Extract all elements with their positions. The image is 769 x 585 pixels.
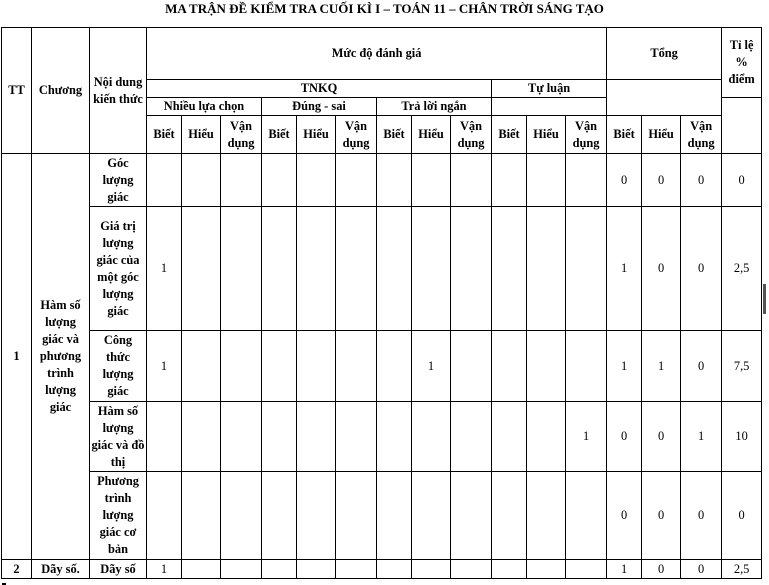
total-cell: 0 [642,207,681,331]
matrix-cell [221,154,262,207]
header-ti-le-spacer [722,98,762,154]
percent-cell: 2,5 [722,207,762,331]
total-cell: 1 [642,331,681,402]
header-van-dung: Vận dụng [681,116,722,154]
percent-cell: 10 [722,402,762,472]
total-cell: 0 [642,472,681,560]
header-van-dung: Vận dụng [221,116,262,154]
total-cell: 0 [642,560,681,579]
header-chuong: Chương [32,28,90,154]
matrix-cell [566,472,607,560]
matrix-cell [451,207,492,331]
matrix-cell [527,331,566,402]
matrix-cell [262,207,297,331]
matrix-cell [297,472,336,560]
matrix-cell [377,207,412,331]
matrix-cell: 1 [566,402,607,472]
matrix-cell: 1 [147,560,182,579]
matrix-cell: 1 [147,207,182,331]
total-cell: 0 [681,154,722,207]
matrix-cell [336,207,377,331]
matrix-cell [147,154,182,207]
matrix-cell [492,560,527,579]
chapter-number: 1 [2,154,32,560]
matrix-cell [451,154,492,207]
header-muc-do: Mức độ đánh giá [147,28,607,80]
matrix-cell [297,207,336,331]
matrix-cell [182,207,221,331]
header-van-dung: Vận dụng [451,116,492,154]
matrix-cell [492,331,527,402]
matrix-cell [377,402,412,472]
matrix-cell [221,560,262,579]
matrix-cell: 1 [412,331,451,402]
matrix-cell [182,154,221,207]
matrix-cell [412,207,451,331]
topic-cell: Góc lượng giác [90,154,147,207]
topic-cell: Dãy số [90,560,147,579]
header-hieu: Hiểu [297,116,336,154]
matrix-cell [182,331,221,402]
header-biet: Biết [262,116,297,154]
chapter-name: Hàm số lượng giác và phương trình lượng giác [32,154,90,560]
matrix-cell [377,560,412,579]
total-cell: 0 [607,154,642,207]
header-tnkq: TNKQ [147,80,492,98]
matrix-cell [336,560,377,579]
matrix-cell [412,154,451,207]
total-cell: 0 [681,560,722,579]
matrix-cell [297,402,336,472]
matrix-cell [492,472,527,560]
matrix-cell [147,472,182,560]
header-ti-le: Tỉ lệ % điểm [722,28,762,98]
matrix-cell [451,331,492,402]
matrix-cell [336,472,377,560]
table-row [2,154,762,207]
header-tu-luan-spacer [492,98,607,116]
header-dung-sai: Đúng - sai [262,98,377,116]
topic-cell: Công thức lượng giác [90,331,147,402]
percent-cell: 7,5 [722,331,762,402]
matrix-cell [527,154,566,207]
matrix-cell [451,472,492,560]
matrix-cell [147,402,182,472]
matrix-viewport[interactable] [0,27,769,585]
matrix-cell [566,331,607,402]
right-edge-marker [763,284,766,314]
header-hieu: Hiểu [182,116,221,154]
header-tong-spacer [607,80,722,116]
assessment-matrix-table [1,27,762,579]
matrix-cell [336,154,377,207]
header-hieu: Hiểu [642,116,681,154]
header-tong: Tổng [607,28,722,80]
matrix-cell [262,560,297,579]
matrix-cell [527,402,566,472]
topic-cell: Phương trình lượng giác cơ bản [90,472,147,560]
total-cell: 0 [607,472,642,560]
matrix-cell [297,560,336,579]
header-biet: Biết [607,116,642,154]
header-noi-dung: Nội dung kiến thức [90,28,147,154]
header-hieu: Hiểu [527,116,566,154]
matrix-cell [262,402,297,472]
matrix-cell [297,331,336,402]
matrix-cell [566,207,607,331]
percent-cell: 2,5 [722,560,762,579]
matrix-cell [377,331,412,402]
table-row [2,207,762,331]
matrix-cell [336,331,377,402]
matrix-cell [182,560,221,579]
matrix-cell [566,154,607,207]
header-van-dung: Vận dụng [336,116,377,154]
matrix-cell [262,331,297,402]
header-tu-luan: Tự luận [492,80,607,98]
total-cell: 0 [607,402,642,472]
total-cell: 0 [642,402,681,472]
matrix-cell [412,402,451,472]
header-nhieu-lua-chon: Nhiều lựa chọn [147,98,262,116]
header-tt: TT [2,28,32,154]
matrix-cell [566,560,607,579]
matrix-cell [492,154,527,207]
matrix-cell [451,402,492,472]
matrix-cell [492,207,527,331]
matrix-cell [221,331,262,402]
total-cell: 0 [681,472,722,560]
matrix-cell [412,560,451,579]
matrix-cell [377,472,412,560]
total-cell: 1 [607,560,642,579]
matrix-cell [297,154,336,207]
header-biet: Biết [492,116,527,154]
table-row [2,402,762,472]
matrix-cell [451,560,492,579]
total-cell: 1 [607,331,642,402]
table-row [2,331,762,402]
matrix-cell [336,402,377,472]
matrix-cell [262,154,297,207]
matrix-cell: 1 [147,331,182,402]
matrix-cell [412,472,451,560]
topic-cell: Hàm số lượng giác và đồ thị [90,402,147,472]
matrix-cell [182,402,221,472]
matrix-cell [182,472,221,560]
matrix-cell [377,154,412,207]
percent-cell: 0 [722,472,762,560]
matrix-cell [262,472,297,560]
header-biet: Biết [147,116,182,154]
matrix-cell [221,207,262,331]
header-tra-loi-ngan: Trả lời ngắn [377,98,492,116]
matrix-cell [221,402,262,472]
header-van-dung: Vận dụng [566,116,607,154]
topic-cell: Giá trị lượng giác của một góc lượng giác [90,207,147,331]
total-cell: 0 [681,207,722,331]
chapter-number: 2 [2,560,32,579]
total-cell: 0 [681,331,722,402]
matrix-cell [527,472,566,560]
percent-cell: 0 [722,154,762,207]
chapter-name: Dãy số. [32,560,90,579]
header-hieu: Hiểu [412,116,451,154]
total-cell: 0 [642,154,681,207]
matrix-cell [492,402,527,472]
table-row [2,560,762,579]
matrix-cell [527,560,566,579]
matrix-cell [527,207,566,331]
matrix-cell [221,472,262,560]
total-cell: 1 [607,207,642,331]
page-title: MA TRẬN ĐỀ KIỂM TRA CUỐI KÌ I – TOÁN 11 – CHÂN TRỜI SÁNG TẠO [165,1,604,16]
total-cell: 1 [681,402,722,472]
header-biet: Biết [377,116,412,154]
table-row [2,472,762,560]
